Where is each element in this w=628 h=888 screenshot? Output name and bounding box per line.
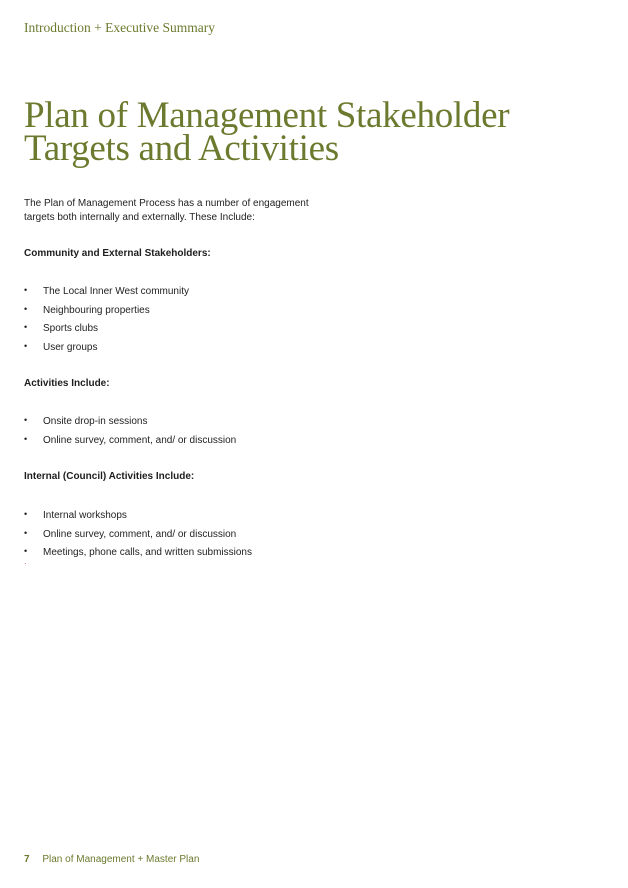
bullet-icon: •: [24, 546, 28, 557]
stray-mark-icon: ·: [24, 559, 27, 568]
page-footer: [24, 854, 199, 865]
bullet-icon: •: [24, 322, 28, 333]
page-title-line-2: Targets and Activities: [24, 128, 339, 169]
community-stakeholders-heading: Community and External Stakeholders:: [24, 248, 211, 259]
section-header: Introduction + Executive Summary: [24, 20, 215, 35]
footer-document-title: Plan of Management + Master Plan: [42, 854, 200, 865]
bullet-icon: •: [24, 527, 28, 538]
page-title-line-1: Plan of Management Stakeholder: [24, 95, 510, 136]
bullet-icon: •: [24, 341, 28, 352]
page-number: 7: [24, 854, 30, 865]
intro-paragraph: [24, 197, 324, 224]
bullet-icon: •: [24, 415, 28, 425]
intro-line-1: The Plan of Management Process has a number of engagement: [24, 198, 309, 209]
internal-activities-heading: Internal (Council) Activities Include:: [24, 471, 195, 482]
page-title: [24, 95, 510, 169]
activities-heading: Activities Include:: [24, 378, 110, 389]
bullet-icon: •: [24, 285, 28, 295]
bullet-icon: •: [24, 433, 28, 444]
bullet-icon: •: [24, 509, 28, 519]
bullet-icon: •: [24, 303, 28, 314]
intro-line-2: targets both internally and externally. These Include:: [24, 211, 255, 223]
